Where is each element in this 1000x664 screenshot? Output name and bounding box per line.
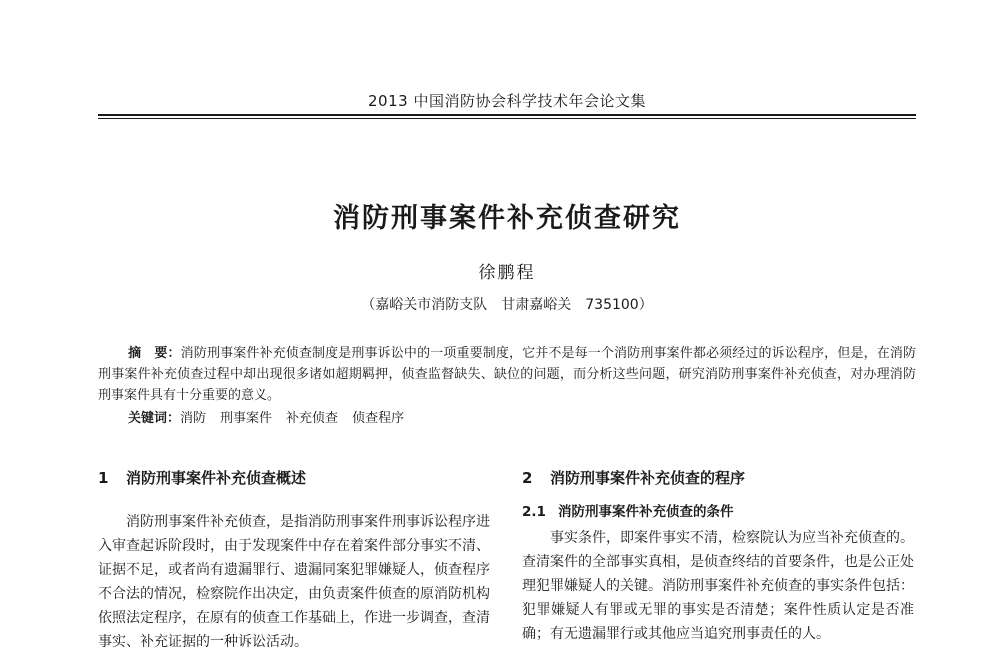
section-heading (98, 468, 490, 488)
header-rule-thin (98, 118, 916, 119)
section-heading (522, 468, 914, 488)
subsection-number: 2.1 (522, 504, 546, 520)
running-header: 2013 中国消防协会科学技术年会论文集 (368, 92, 646, 110)
paper-author: 徐鹏程 (478, 263, 536, 283)
header-rule (98, 114, 916, 116)
subsection-heading (522, 502, 914, 522)
paper-title: 消防刑事案件补充侦查研究 (333, 203, 681, 234)
section-title: 消防刑事案件补充侦查的程序 (550, 469, 746, 487)
left-column (98, 468, 490, 654)
keywords (128, 408, 908, 429)
right-column (522, 468, 914, 646)
author-affiliation: （嘉峪关市消防支队 甘肃嘉峪关 735100） (361, 297, 653, 313)
keywords-label: 关键词： (128, 411, 181, 426)
abstract-label: 摘 要： (128, 346, 181, 361)
body-paragraph: 消防刑事案件补充侦查，是指消防刑事案件刑事诉讼程序进入审查起诉阶段时，由于发现案件中存在着案件部分事实不清、证据不足，或者尚有遗漏罪行、遗漏同案犯罪嫌疑人，侦查程序不合法的情况，检察院作出决定，由负责案件侦查的原消防机构依照法定程序，在原有的侦查工作基础上，作进一步调查，查清事实、补充证据的一种诉讼活动。 (98, 514, 490, 650)
body-paragraph: 事实条件，即案件事实不清，检察院认为应当补充侦查的。查清案件的全部事实真相，是侦查终结的首要条件，也是公正处理犯罪嫌疑人的关键。消防刑事案件补充侦查的事实条件包括：犯罪嫌疑人有罪或无罪的事实是否清楚；案件性质认定是否准确；有无遗漏罪行或其他应当追究刑事责任的人。 (522, 530, 914, 642)
section-number: 2 (522, 469, 533, 487)
abstract-text: 消防刑事案件补充侦查制度是刑事诉讼中的一项重要制度，它并不是每一个消防刑事案件都必须经过的诉讼程序，但是，在消防刑事案件补充侦查过程中却出现很多诸如超期羁押，侦查监督缺失、缺位的问题，而分析这些问题，研究消防刑事案件补充侦查，对办理消防刑事案件具有十分重要的意义。 (98, 346, 916, 403)
keyword-item: 刑事案件 (220, 411, 273, 426)
keyword-item: 补充侦查 (286, 411, 339, 426)
section-number: 1 (98, 469, 109, 487)
section-title: 消防刑事案件补充侦查概述 (126, 469, 307, 487)
keyword-item: 侦查程序 (352, 411, 405, 426)
abstract (98, 343, 916, 406)
keyword-item: 消防 (180, 411, 207, 426)
subsection-title: 消防刑事案件补充侦查的条件 (558, 504, 734, 520)
